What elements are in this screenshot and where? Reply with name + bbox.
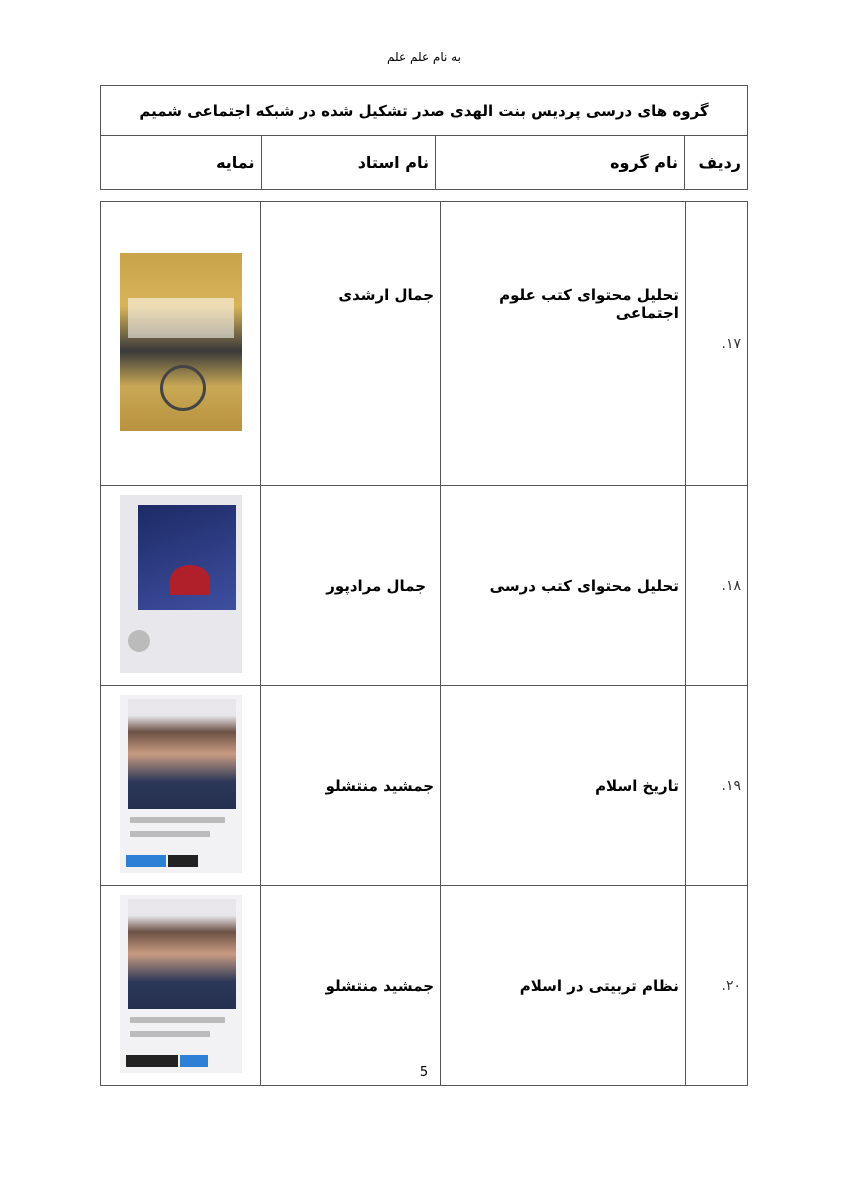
table-row <box>101 886 748 1086</box>
teacher-name: جمال مرادپور <box>261 486 441 686</box>
table-title: گروه های درسی پردیس بنت الهدی صدر تشکیل شده در شبکه اجتماعی شمیم <box>101 86 748 136</box>
group-name: تحلیل محتوای کتب درسی <box>441 486 686 686</box>
header-table <box>100 85 748 190</box>
teacher-photo <box>120 695 242 873</box>
row-number: ۱۷. <box>685 202 747 486</box>
book-cover-image <box>120 253 242 431</box>
column-header-group: نام گروه <box>435 136 684 190</box>
group-name: تحلیل محتوای کتب علوم اجتماعی <box>441 202 686 486</box>
page-header: به نام علم علم <box>387 50 461 64</box>
book-cover-image <box>120 495 242 673</box>
column-header-row: ردیف <box>685 136 748 190</box>
row-number: ۱۹. <box>685 686 747 886</box>
column-header-teacher: نام استاد <box>261 136 435 190</box>
teacher-name: جمال ارشدی <box>261 202 441 486</box>
table-row <box>101 202 748 486</box>
table-row <box>101 486 748 686</box>
teacher-name: جمشید منتشلو <box>261 886 441 1086</box>
page-number: 5 <box>419 1065 429 1080</box>
row-number: ۱۸. <box>685 486 747 686</box>
group-name: نظام تربیتی در اسلام <box>441 886 686 1086</box>
groups-table <box>100 201 748 1086</box>
teacher-name: جمشید منتشلو <box>261 686 441 886</box>
teacher-photo <box>120 895 242 1073</box>
table-row <box>101 686 748 886</box>
column-header-image: نمایه <box>101 136 262 190</box>
row-number: ۲۰. <box>685 886 747 1086</box>
group-name: تاریخ اسلام <box>441 686 686 886</box>
